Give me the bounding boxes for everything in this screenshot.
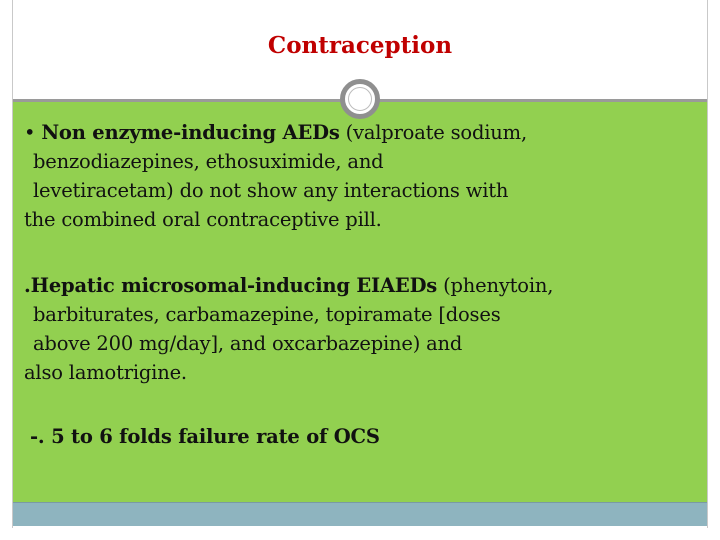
line-text: levetiracetam) do not show any interactions with	[33, 179, 509, 202]
line-text: benzodiazepines, ethosuximide, and	[33, 150, 384, 173]
bold-term: Non enzyme-inducing AEDs	[41, 121, 340, 144]
slide-title: Contraception	[267, 32, 453, 59]
paragraph-failure-rate: -. 5 to 6 folds failure rate of OCS	[30, 425, 380, 448]
line-text: (phenytoin,	[443, 274, 554, 297]
paragraph-hepatic-inducing	[24, 271, 553, 387]
paragraph-line	[24, 118, 527, 147]
ring-icon	[340, 79, 380, 119]
bold-term: Hepatic microsomal-inducing EIAEDs	[30, 274, 438, 297]
line-text: the combined oral contraceptive pill.	[24, 208, 382, 231]
line-text: (valproate sodium,	[345, 121, 527, 144]
footer-bar	[13, 502, 707, 526]
paragraph-non-enzyme-inducing	[24, 118, 527, 234]
line-text: above 200 mg/day], and oxcarbazepine) and	[33, 332, 463, 355]
line-text: barbiturates, carbamazepine, topiramate [doses	[33, 303, 501, 326]
line-text: also lamotrigine.	[24, 361, 187, 384]
bullet-icon: •	[24, 121, 36, 144]
bullet-icon: .	[24, 274, 31, 297]
paragraph-line	[24, 271, 553, 300]
